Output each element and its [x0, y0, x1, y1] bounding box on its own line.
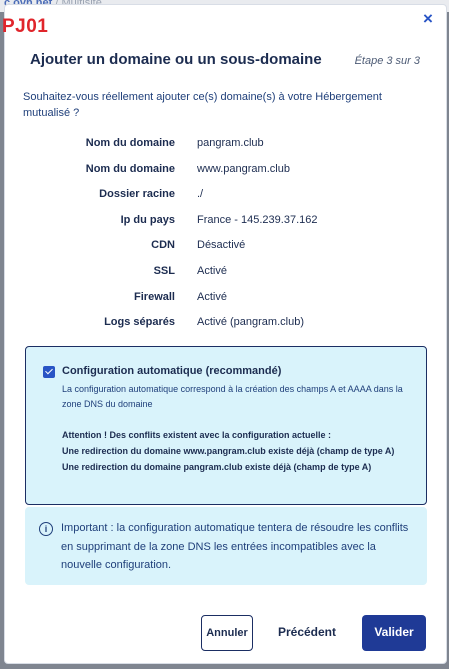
detail-row-cdn	[5, 235, 448, 261]
conflict-item: Une redirection du domaine www.pangram.club existe déjà (champ de type A)	[62, 446, 395, 456]
important-info-box	[25, 507, 427, 585]
detail-value: ./	[197, 188, 204, 201]
auto-config-title[interactable]: Configuration automatique (recommandé)	[62, 365, 282, 377]
modal-title: Ajouter un domaine ou un sous-domaine	[30, 51, 322, 68]
detail-value: Activé	[197, 264, 227, 277]
detail-row-firewall	[5, 287, 448, 313]
detail-row-root-folder	[5, 184, 448, 210]
detail-key: Dossier racine	[99, 188, 175, 201]
detail-key: CDN	[151, 239, 175, 252]
detail-value: Désactivé	[197, 239, 246, 252]
detail-key: Nom du domaine	[85, 162, 175, 175]
detail-row-domain	[5, 133, 448, 159]
add-domain-modal	[4, 4, 447, 664]
conflict-warning	[62, 427, 412, 475]
conflict-warning-title: Attention ! Des conflits existent avec la configuration actuelle :	[62, 430, 332, 440]
validate-button[interactable]: Valider	[362, 615, 426, 651]
detail-key: SSL	[153, 264, 175, 277]
previous-button[interactable]: Précédent	[277, 625, 337, 639]
step-indicator: Étape 3 sur 3	[354, 55, 420, 67]
auto-config-option[interactable]	[25, 346, 427, 505]
detail-key: Firewall	[134, 290, 175, 303]
detail-value: www.pangram.club	[197, 162, 290, 175]
detail-row-ssl	[5, 261, 448, 287]
detail-value: Activé	[197, 290, 227, 303]
detail-value: pangram.club	[197, 137, 264, 149]
detail-key: Ip du pays	[120, 213, 175, 226]
detail-value: Activé (pangram.club)	[197, 316, 304, 329]
close-icon[interactable]: ×	[423, 9, 433, 28]
info-icon: i	[39, 522, 53, 536]
detail-key: Logs séparés	[104, 316, 175, 329]
detail-key: Nom du domaine	[85, 137, 175, 149]
domain-details	[5, 133, 448, 338]
detail-row-ip	[5, 210, 448, 236]
auto-config-checkbox[interactable]	[43, 366, 55, 378]
detail-value: France - 145.239.37.162	[197, 213, 318, 226]
annotation-label: PJ01	[2, 16, 49, 37]
confirmation-question: Souhaitez-vous réellement ajouter ce(s) domaine(s) à votre Hébergement mutualisé ?	[23, 91, 382, 119]
cancel-button[interactable]: Annuler	[201, 615, 253, 651]
detail-row-domain-www	[5, 159, 448, 185]
conflict-item: Une redirection du domaine pangram.club existe déjà (champ de type A)	[62, 462, 372, 472]
detail-row-logs	[5, 312, 448, 338]
important-info-text: Important : la configuration automatique tentera de résoudre les conflits en supprimant de la zone DNS les entrées incompatibles avec la nouvelle configuration.	[61, 522, 409, 571]
auto-config-description: La configuration automatique correspond à la création des champs A et AAAA dans la zone DNS du domaine	[62, 384, 403, 409]
